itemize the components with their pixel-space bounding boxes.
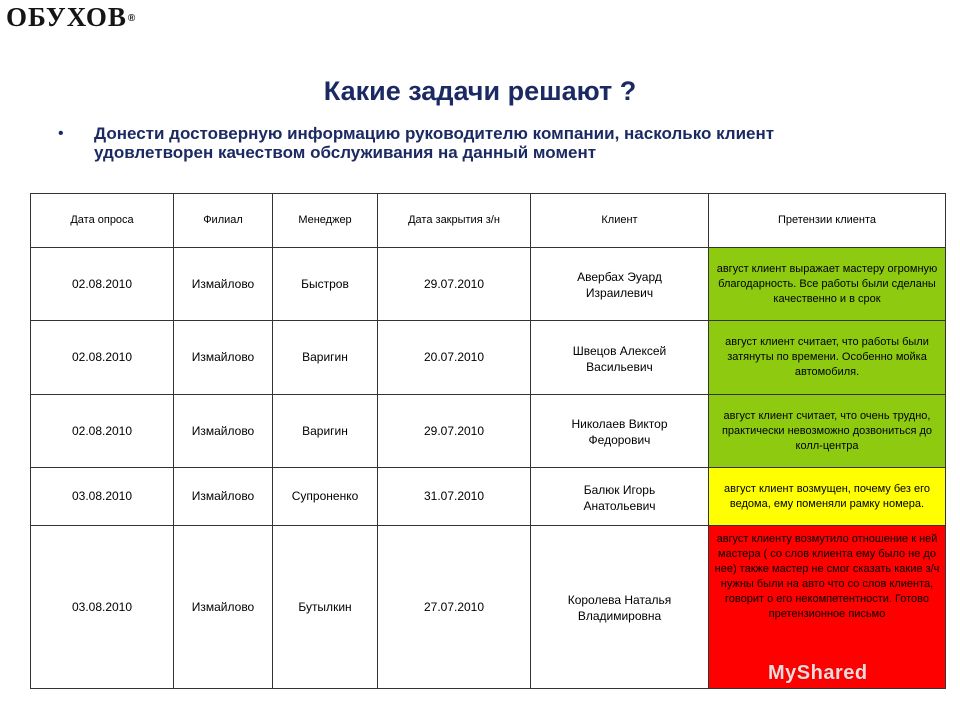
cell-manager: Супроненко: [273, 468, 378, 526]
logo-text: ОБУХОВ: [6, 2, 127, 32]
slide-title: Какие задачи решают ?: [323, 76, 637, 106]
table-header-row: [31, 194, 946, 248]
cell-close-date: 27.07.2010: [378, 526, 531, 689]
header-branch: Филиал: [174, 194, 273, 248]
cell-claim: август клиент считает, что очень трудно, практически невозможно дозвониться до колл-центра: [709, 395, 946, 468]
cell-client: [531, 321, 709, 395]
cell-survey-date: 02.08.2010: [31, 248, 174, 321]
header-survey-date: Дата опроса: [31, 194, 174, 248]
cell-manager: Быстров: [273, 248, 378, 321]
cell-client: [531, 248, 709, 321]
cell-client: [531, 526, 709, 689]
cell-manager: Бутылкин: [273, 526, 378, 689]
cell-manager: Варигин: [273, 321, 378, 395]
cell-branch: Измайлово: [174, 526, 273, 689]
cell-branch: Измайлово: [174, 468, 273, 526]
cell-close-date: 31.07.2010: [378, 468, 531, 526]
company-logo: [6, 3, 136, 31]
header-close-date: Дата закрытия з/н: [378, 194, 531, 248]
registered-mark: ®: [127, 13, 137, 24]
cell-client: [531, 395, 709, 468]
table-row: [31, 248, 946, 321]
table-row: [31, 321, 946, 395]
client-name: Швецов Алексей Васильевич: [572, 343, 667, 374]
header-claims: Претензии клиента: [709, 194, 946, 248]
cell-survey-date: 03.08.2010: [31, 468, 174, 526]
cell-close-date: 29.07.2010: [378, 395, 531, 468]
header-manager: Менеджер: [273, 194, 378, 248]
client-name: Николаев Виктор Федорович: [571, 417, 668, 447]
table-row: [31, 468, 946, 526]
cell-branch: Измайлово: [174, 395, 273, 468]
cell-manager: Варигин: [273, 395, 378, 468]
watermark-logo: MyShared: [768, 662, 868, 684]
cell-survey-date: 02.08.2010: [31, 321, 174, 395]
bullet-dot-icon: •: [58, 125, 64, 142]
cell-survey-date: 03.08.2010: [31, 526, 174, 689]
cell-branch: Измайлово: [174, 248, 273, 321]
cell-close-date: 29.07.2010: [378, 248, 531, 321]
cell-claim: август клиент выражает мастеру огромную благодарность. Все работы были сделаны качественно и в срок: [709, 248, 946, 321]
claim-text: август клиенту возмутило отношение к ней мастера ( со слов клиента ему было не до нее) также мастер не смог сказать какие з/ч нужны были на авто что со слов клиента, говорит о его некомпетентности. Готово претензионное письмо: [714, 533, 940, 620]
client-name: Авербах Эуард Израилевич: [577, 270, 662, 300]
table-row: [31, 395, 946, 468]
client-name: Балюк Игорь Анатольевич: [583, 482, 656, 513]
cell-client: [531, 468, 709, 526]
cell-close-date: 20.07.2010: [378, 321, 531, 395]
client-name: Королева Наталья Владимировна: [567, 593, 672, 623]
cell-claim: август клиент возмущен, почему без его ведома, ему поменяли рамку номера.: [709, 468, 946, 526]
header-client: Клиент: [531, 194, 709, 248]
survey-table: [30, 193, 946, 689]
cell-survey-date: 02.08.2010: [31, 395, 174, 468]
bullet-text: Донести достоверную информацию руководителю компании, насколько клиент удовлетворен качеством обслуживания на данный момент: [94, 124, 775, 162]
cell-claim: август клиент считает, что работы были затянуты по времени. Особенно мойка автомобиля.: [709, 321, 946, 395]
cell-branch: Измайлово: [174, 321, 273, 395]
